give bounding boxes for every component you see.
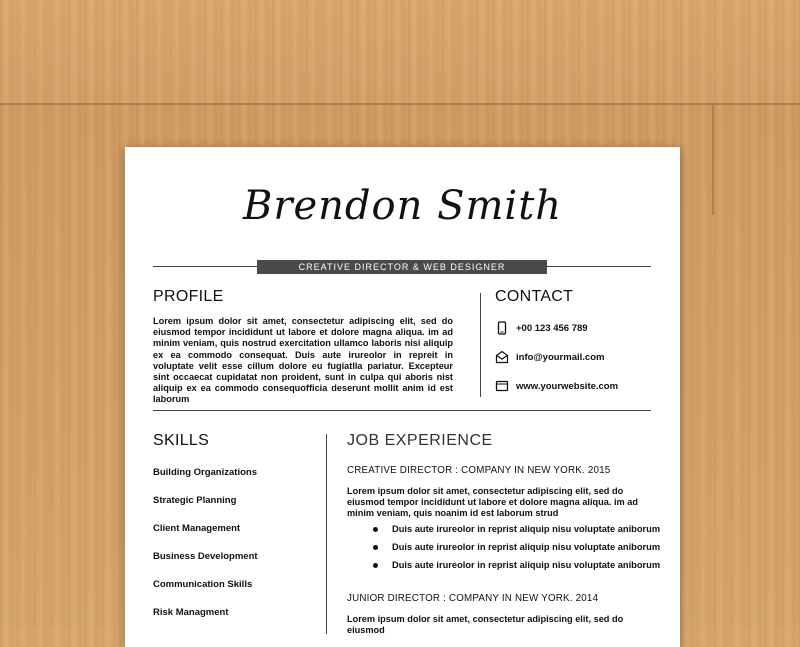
wood-plank-seam: [712, 105, 714, 215]
job-bullet-text: Duis aute irureolor in reprist aliquip nisu voluptate aniborum: [392, 524, 661, 534]
wood-plank-seam: [0, 103, 800, 105]
skills-heading: SKILLS: [153, 432, 210, 449]
job-description: Lorem ipsum dolor sit amet, consectetur adipiscing elit, sed do eiusmod: [347, 614, 624, 636]
resume-page: [125, 147, 680, 647]
contact-email: [495, 350, 604, 364]
skill-item: Client Management: [153, 523, 241, 534]
phone-icon: [495, 321, 509, 335]
contact-phone-text: +00 123 456 789: [516, 322, 588, 334]
job-bullet: [373, 542, 660, 552]
skill-item: Communication Skills: [153, 579, 253, 590]
job-bullet-text: Duis aute irureolor in reprist aliquip nisu voluptate aniborum: [392, 542, 661, 552]
profile-heading: PROFILE: [153, 288, 224, 305]
contact-email-text: info@yourmail.com: [516, 351, 605, 363]
experience-heading: JOB EXPERIENCE: [347, 432, 493, 449]
contact-heading: CONTACT: [495, 288, 574, 305]
skill-item: Strategic Planning: [153, 495, 237, 506]
contact-website-text: www.yourwebsite.com: [516, 380, 619, 392]
skill-item: Building Organizations: [153, 467, 257, 478]
job-title: JUNIOR DIRECTOR : COMPANY IN NEW YORK. 2014: [347, 593, 599, 604]
website-icon: [495, 379, 509, 393]
bullet-dot: [373, 545, 378, 550]
mail-icon: [495, 350, 509, 364]
job-title-band: CREATIVE DIRECTOR & WEB DESIGNER: [257, 260, 547, 274]
job-description: Lorem ipsum dolor sit amet, consectetur adipiscing elit, sed do eiusmod tempor incididunt ut labore et dolore magna aliqua. im ad minim veniam, quis noanim id est laborum strud: [347, 486, 638, 519]
profile-contact-divider: [480, 293, 481, 397]
bullet-dot: [373, 563, 378, 568]
job-bullet: [373, 560, 660, 570]
skills-experience-divider: [326, 434, 327, 634]
section-divider: [153, 410, 651, 411]
profile-text: Lorem ipsum dolor sit amet, consectetur adipiscing elit, sed do eiusmod tempor incididunt ut labore et dolore magna aliqua. im ad minim veniam, quis nostrud exercitation ullamco laboris nisi aliquip ex ea commodo consequat. Duis aute irureolor in repreit in voluptate velit esse cillum dolore eu fugiatlla pariatur. Excepteur sint occaecat cupidatat non proident, sunt in culpa qui aboris nist aliquip ex ea commodo consequofficia deserunt mollit anim id est laborum: [153, 316, 453, 405]
skill-item: Business Development: [153, 551, 258, 562]
job-bullet-text: Duis aute irureolor in reprist aliquip nisu voluptate aniborum: [392, 560, 661, 570]
resume-name: Brendon Smith: [242, 183, 563, 229]
job-title: CREATIVE DIRECTOR : COMPANY IN NEW YORK. 2015: [347, 465, 611, 476]
contact-website: [495, 379, 618, 393]
skill-item: Risk Managment: [153, 607, 229, 618]
bullet-dot: [373, 527, 378, 532]
contact-phone: [495, 321, 588, 335]
job-bullet: [373, 524, 660, 534]
